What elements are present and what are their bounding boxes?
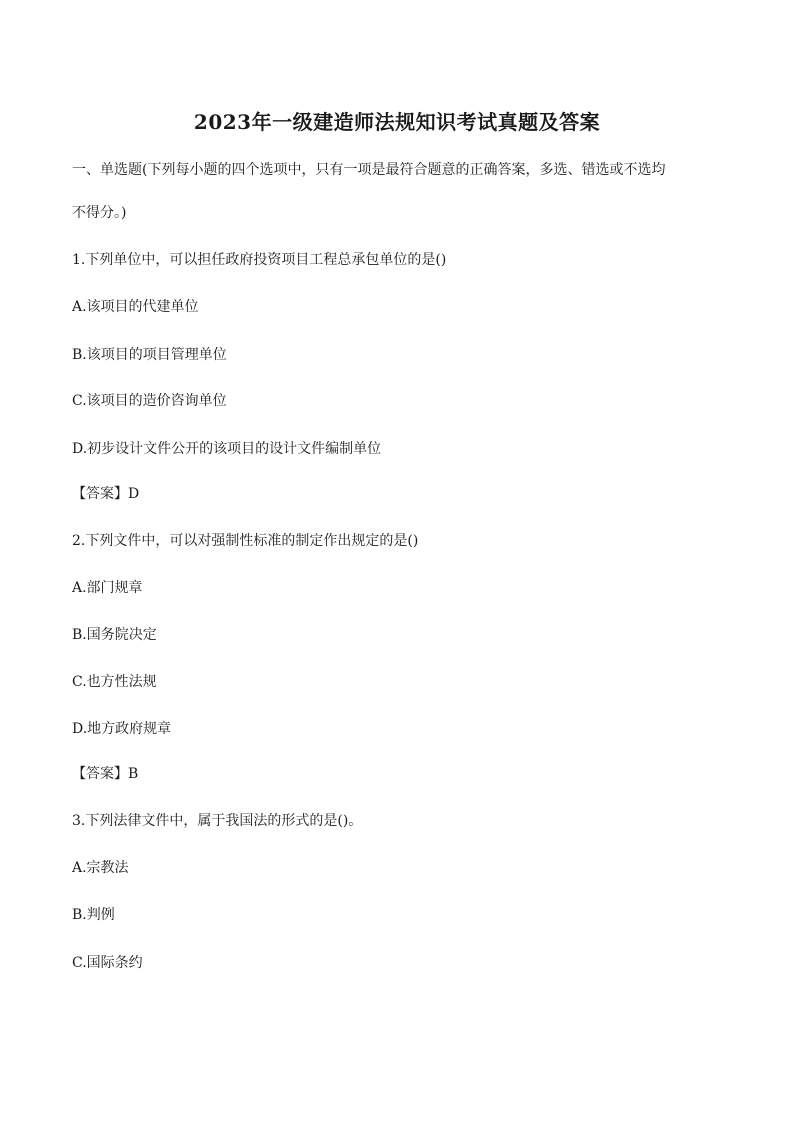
question-2-option-a: A.部门规章: [72, 580, 143, 596]
question-1-option-a: A.该项目的代建单位: [72, 299, 199, 315]
question-3-option-b: B.判例: [72, 907, 115, 923]
question-1-option-c: C.该项目的造价咨询单位: [72, 393, 227, 409]
question-2-option-d: D.地方政府规章: [72, 721, 172, 737]
document-title: 2023年一级建造师法规知识考试真题及答案: [193, 110, 601, 134]
question-3-stem: 3.下列法律文件中，属于我国法的形式的是()。: [72, 813, 363, 829]
question-3-option-a: A.宗教法: [72, 860, 129, 876]
question-2-answer: 【答案】B: [72, 766, 139, 782]
question-2-stem: 2.下列文件中，可以对强制性标准的制定作出规定的是(): [72, 533, 419, 549]
section-heading-line-2: 不得分。): [72, 205, 127, 221]
question-3-option-c: C.国际条约: [72, 955, 143, 971]
question-1-option-b: B.该项目的项目管理单位: [72, 347, 227, 363]
section-heading-line-1: 一、单选题(下列每小题的四个选项中，只有一项是最符合题意的正确答案，多选、错选或不选均: [72, 162, 666, 178]
question-2-option-b: B.国务院决定: [72, 627, 157, 643]
question-2-option-c: C.也方性法规: [72, 674, 157, 690]
question-1-stem: 1.下列单位中，可以担任政府投资项目工程总承包单位的是(): [72, 252, 447, 268]
question-1-option-d: D.初步设计文件公开的该项目的设计文件编制单位: [72, 441, 382, 457]
question-1-answer: 【答案】D: [72, 486, 140, 502]
